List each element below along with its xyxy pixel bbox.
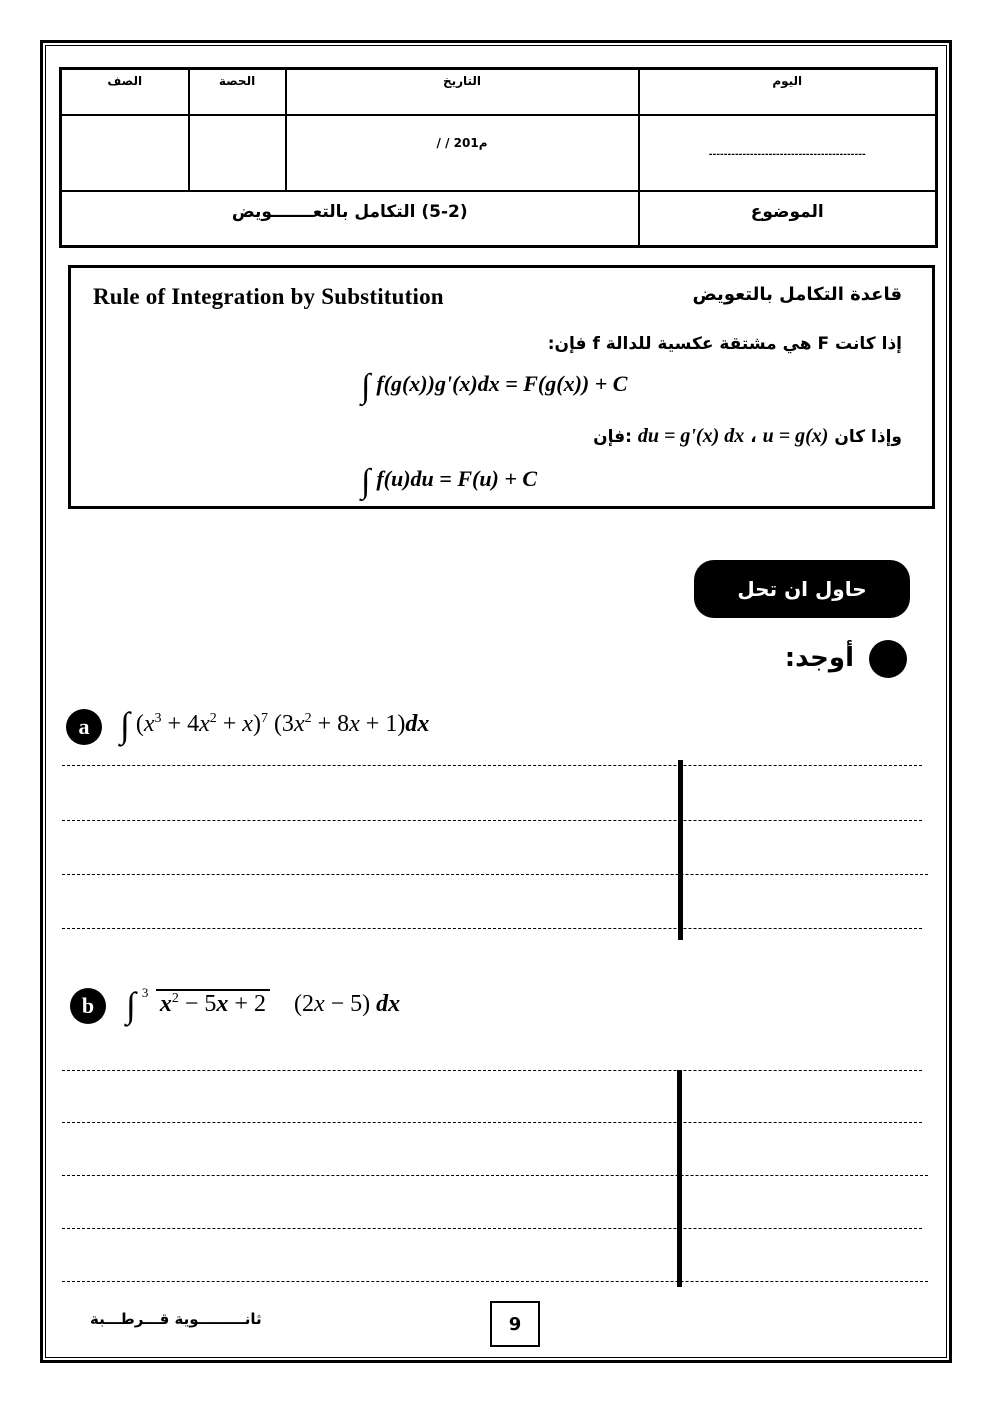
page-number: 9	[490, 1301, 540, 1347]
find-label: أوجد:	[784, 643, 854, 673]
answer-line	[62, 1228, 922, 1229]
rule-line3-sep: ،	[750, 427, 757, 447]
topic-label-cell	[639, 191, 937, 247]
bullet-dot-icon	[869, 640, 907, 678]
cube-root: 3 $x^2 - 5x + 2$	[142, 991, 270, 1018]
rule-formula-2-text: f(u)du = F(u) + C	[376, 466, 538, 491]
answer-line	[62, 1122, 922, 1123]
problem-a-expression: ∫ $(x^3 + 4x^2 + x)^7$ $(3x^2 + 8x + 1)dx$	[120, 705, 430, 745]
rule-formula-1-text: f(g(x))g'(x)dx = F(g(x)) + C	[376, 371, 628, 396]
rule-line3-suffix: فإن:	[593, 427, 632, 447]
integral-sign-icon: ∫	[361, 463, 371, 500]
rule-substitution-line	[593, 425, 902, 448]
day-value-cell	[639, 115, 937, 191]
integral-sign-icon: ∫	[120, 705, 130, 745]
header-table	[59, 67, 938, 248]
period-label: الحصة	[218, 74, 256, 88]
topic-value: (5-2) التكامل بالتعـــــــويض	[231, 201, 468, 222]
rule-formula-2	[361, 463, 537, 501]
answer-line	[62, 820, 922, 821]
class-value-cell	[61, 115, 189, 191]
date-label: التاريخ	[442, 74, 482, 88]
day-label: اليوم	[772, 74, 803, 88]
period-label-cell	[189, 69, 286, 115]
rule-title-ar: قاعدة التكامل بالتعويض	[692, 284, 902, 305]
school-name: ثانـــــــــوية قـــرطـــبة	[90, 1310, 262, 1328]
day-value: ------------------------------------------	[708, 149, 866, 160]
rule-line3-du: du = g'(x) dx	[637, 425, 745, 447]
answer-line	[62, 1175, 928, 1176]
integral-sign-icon: ∫	[126, 985, 136, 1025]
answer-divider	[677, 1070, 682, 1287]
class-label-cell	[61, 69, 189, 115]
answer-divider	[678, 760, 683, 940]
problem-b-expression: ∫ 3 $x^2 - 5x + 2$ (2x − 5) dx	[126, 985, 401, 1025]
answer-line	[62, 1070, 922, 1071]
try-to-solve-banner: حاول ان تحل	[694, 560, 910, 618]
rule-line3-prefix: وإذا كان	[834, 427, 902, 447]
answer-line	[62, 765, 922, 766]
topic-label: الموضوع	[750, 201, 824, 222]
rule-statement: إذا كانت F هي مشتقة عكسية للدالة f فإن:	[547, 334, 902, 354]
rule-box	[68, 265, 935, 509]
date-label-cell	[286, 69, 639, 115]
answer-line	[62, 1281, 928, 1282]
answer-line	[62, 928, 922, 929]
rule-formula-1	[361, 368, 627, 406]
date-value-cell	[286, 115, 639, 191]
problem-a-badge: a	[66, 709, 102, 745]
answer-line	[62, 874, 928, 875]
topic-value-cell	[61, 191, 639, 247]
period-value-cell	[189, 115, 286, 191]
integral-sign-icon: ∫	[361, 368, 371, 405]
day-label-cell	[639, 69, 937, 115]
rule-line3-u: u = g(x)	[762, 425, 829, 447]
class-label: الصف	[107, 74, 143, 88]
date-value: / / 201م	[436, 135, 488, 150]
rule-title-en: Rule of Integration by Substitution	[93, 284, 444, 309]
problem-b-badge: b	[70, 988, 106, 1024]
